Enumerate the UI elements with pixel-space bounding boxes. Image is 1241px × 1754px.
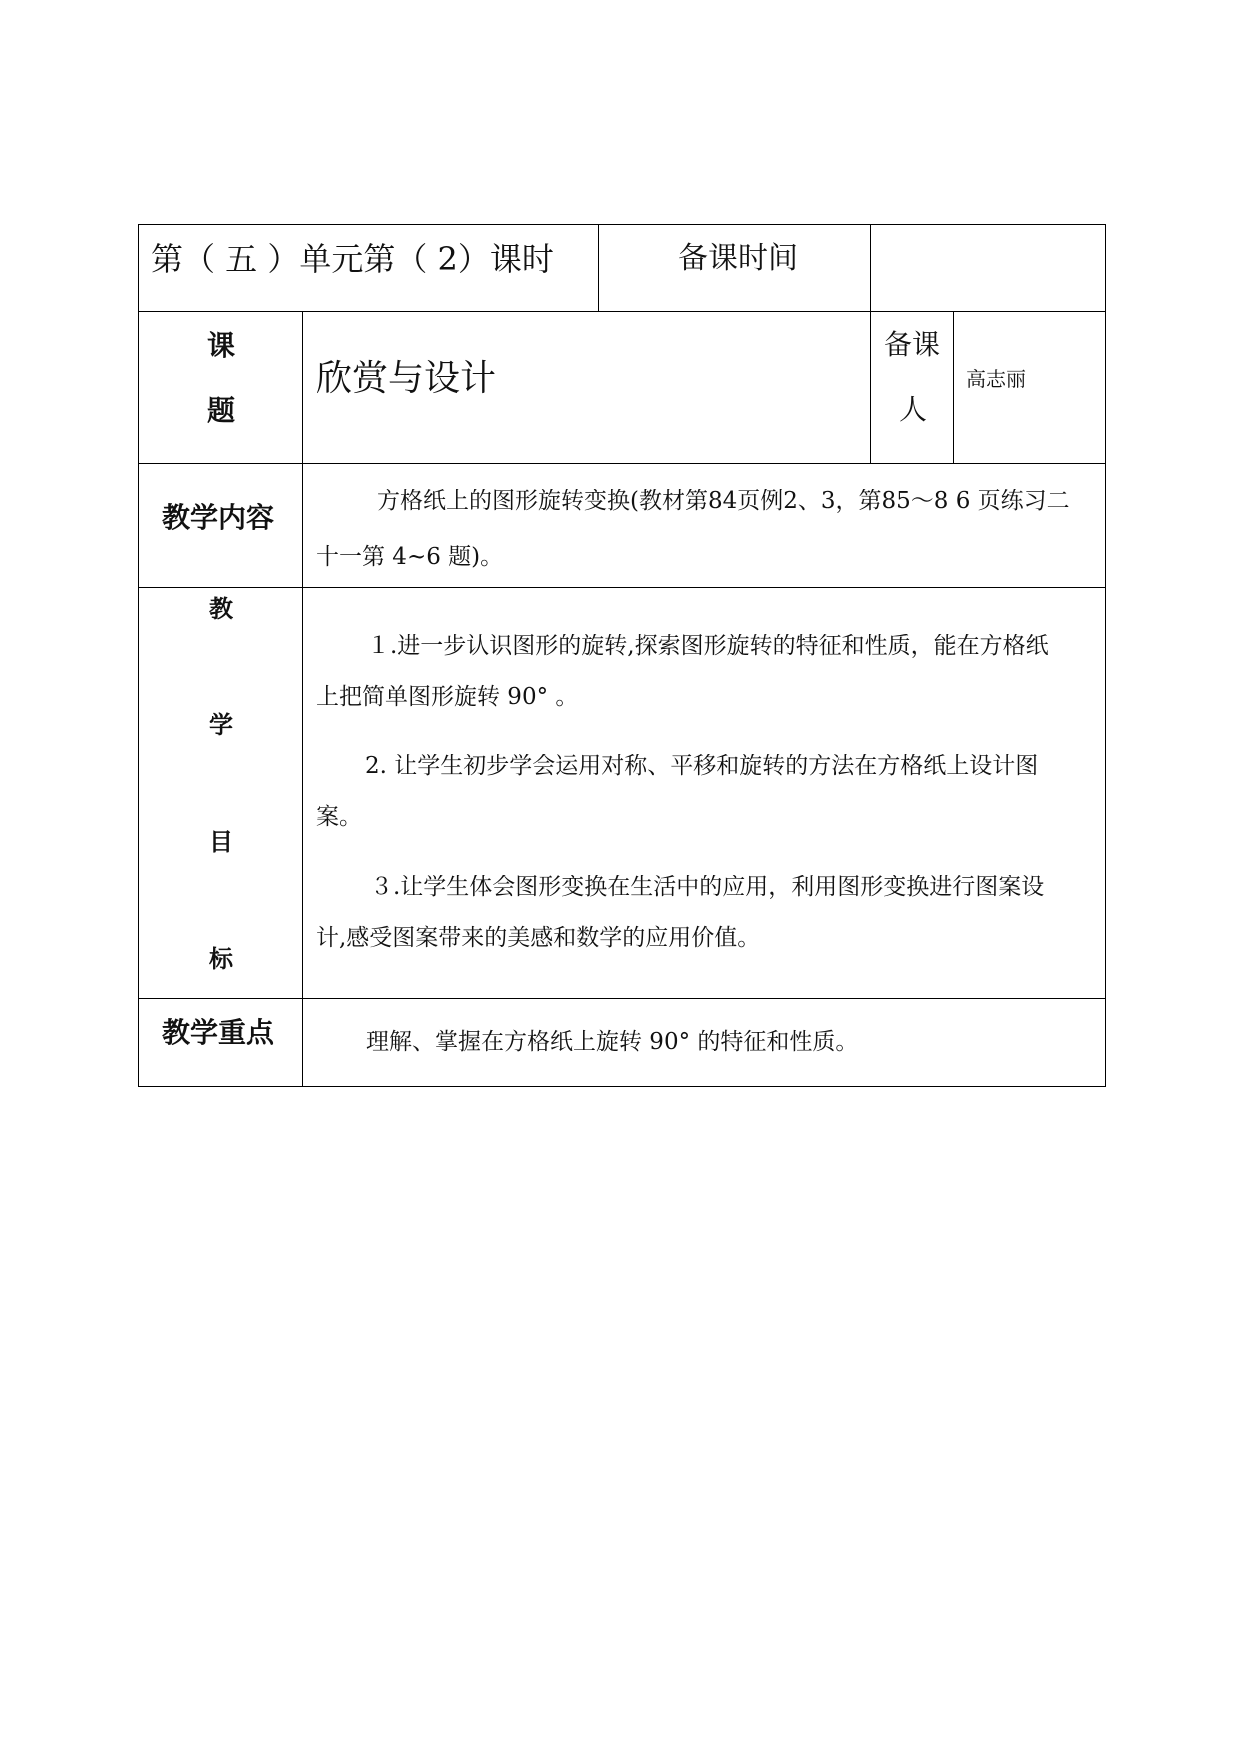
row-divider <box>138 463 1106 464</box>
row-divider <box>138 998 1106 999</box>
col-divider <box>302 311 303 1087</box>
topic-label-line2: 题 <box>207 394 236 427</box>
teaching-content-label: 教学内容 <box>162 501 275 534</box>
topic-label-line1: 课 <box>207 329 236 362</box>
goal-2-line2: 案。 <box>316 804 362 830</box>
goal-3-line2: 计,感受图案带来的美感和数学的应用价值。 <box>316 925 761 951</box>
prep-time-label: 备课时间 <box>678 241 798 276</box>
table-border-bottom <box>138 1086 1106 1087</box>
table-border-right <box>1105 224 1106 1087</box>
col-divider <box>953 311 954 464</box>
goals-label-char: 目 <box>209 828 233 856</box>
goals-label-char: 教 <box>209 595 233 623</box>
goals-label-char: 学 <box>209 711 233 739</box>
row-divider <box>138 311 1106 312</box>
teaching-content-line1: 方格纸上的图形旋转变换(教材第84页例2、3，第85～8 6 页练习二 <box>377 489 1070 513</box>
table-border-top <box>138 224 1106 225</box>
goal-2-line1: 2. 让学生初步学会运用对称、平移和旋转的方法在方格纸上设计图 <box>365 754 1039 778</box>
goal-1-line2: 上把简单图形旋转 90° 。 <box>316 684 579 710</box>
teaching-content-line2: 十一第 4~6 题)。 <box>316 544 504 570</box>
row-divider <box>138 587 1106 588</box>
preparer-label-line1: 备课 <box>884 328 941 361</box>
goal-1-line1: １.进一步认识图形的旋转,探索图形旋转的特征和性质，能在方格纸 <box>367 634 1049 658</box>
col-divider <box>870 224 871 464</box>
goal-3-line1: ３.让学生体会图形变换在生活中的应用，利用图形变换进行图案设 <box>370 875 1045 899</box>
key-point-label: 教学重点 <box>162 1016 275 1049</box>
table-border-left <box>138 224 139 1087</box>
topic-value: 欣赏与设计 <box>316 358 497 399</box>
preparer-value: 高志丽 <box>966 367 1026 391</box>
unit-lesson-title: 第（ 五 ）单元第（ 2）课时 <box>151 240 554 278</box>
goals-label-char: 标 <box>209 945 233 973</box>
col-divider <box>598 224 599 312</box>
preparer-label-line2: 人 <box>899 393 928 426</box>
key-point-text: 理解、掌握在方格纸上旋转 90° 的特征和性质。 <box>366 1029 859 1055</box>
